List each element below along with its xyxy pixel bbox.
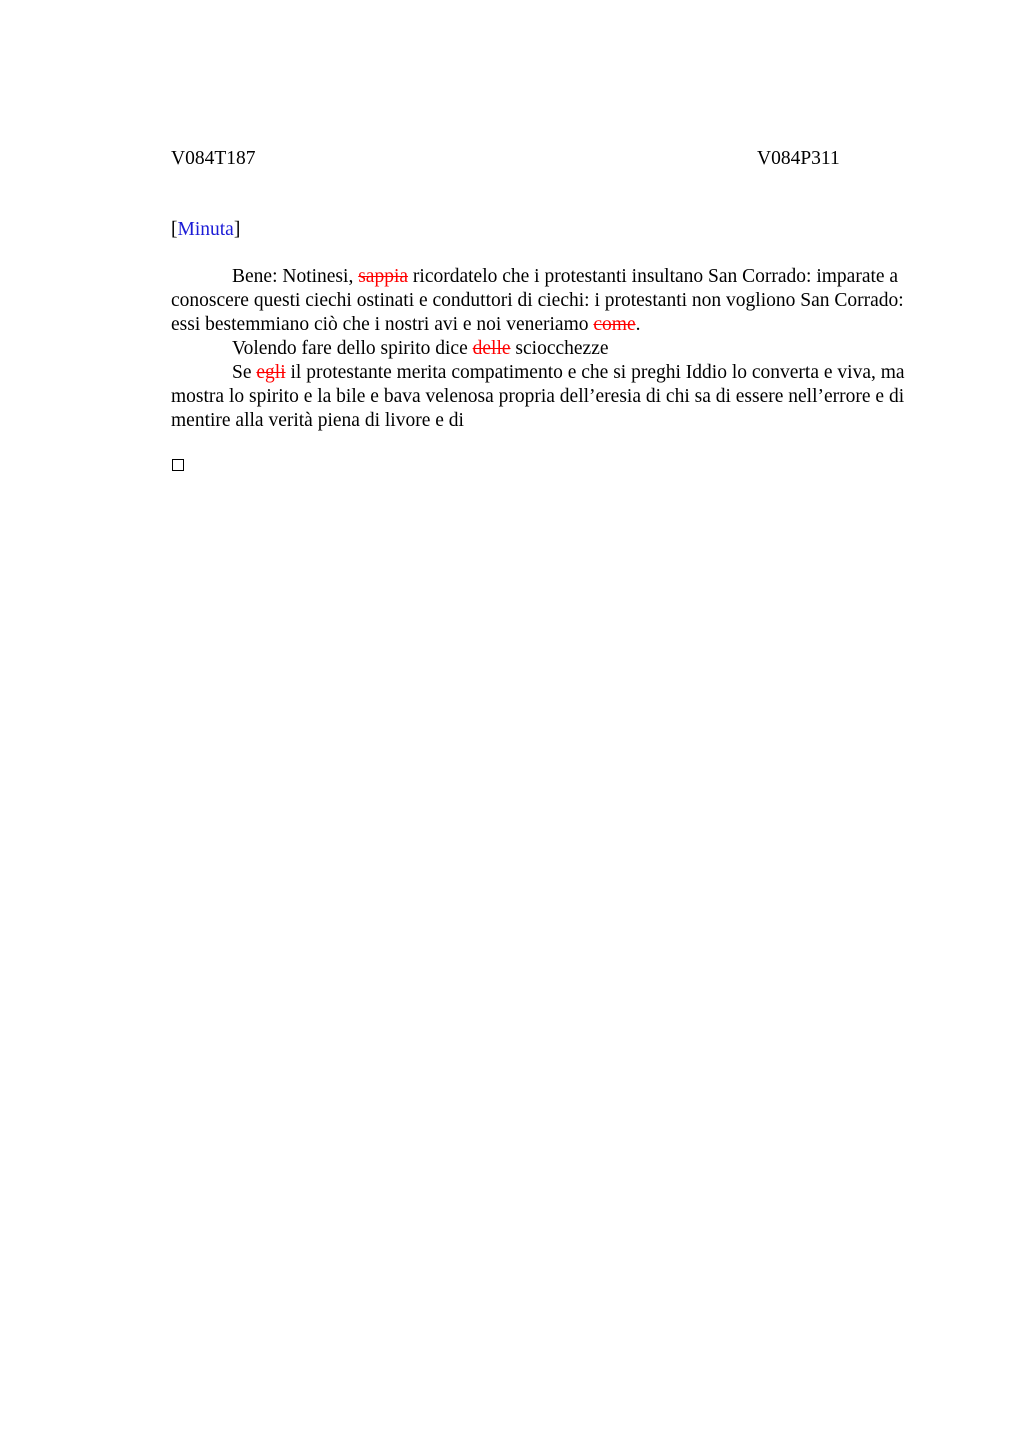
deleted-word: egli: [256, 362, 286, 383]
text-segment: Bene: Notinesi,: [232, 266, 359, 287]
close-bracket: ]: [233, 219, 241, 240]
text-segment: .: [635, 314, 641, 335]
text-segment: Volendo fare dello spirito dice: [232, 338, 473, 359]
text-segment: sciocchezze: [510, 338, 609, 359]
body-text: [171, 265, 929, 433]
minuta-link[interactable]: Minuta: [177, 219, 234, 240]
text-segment: ricordatelo che i protestanti insultano San Corrado: imparate a conoscere questi ciechi ostinati e conduttori di ciechi: i protestanti non vogliono San Corrado: essi bestemmiano ciò che i nostri avi e noi veneriamo: [171, 266, 904, 335]
paragraph: [171, 337, 929, 361]
text-segment: Se: [232, 362, 257, 383]
paragraph: [171, 361, 929, 433]
deleted-word: delle: [472, 338, 511, 359]
paragraph: [171, 265, 929, 337]
document-code-right: V084P311: [757, 148, 840, 169]
text-segment: il protestante merita compatimento e che si preghi Iddio lo converta e viva, ma mostra lo spirito e la bile e bava velenosa propria dell’eresia di chi sa di essere nell’errore e di mentire alla verità piena di livore e di: [171, 362, 905, 431]
section-label: [171, 218, 240, 242]
document-code-left: V084T187: [171, 148, 256, 169]
deleted-word: sappia: [358, 266, 409, 287]
open-bracket: [: [171, 219, 178, 240]
empty-square-icon: [172, 459, 184, 471]
deleted-word: come: [593, 314, 636, 335]
